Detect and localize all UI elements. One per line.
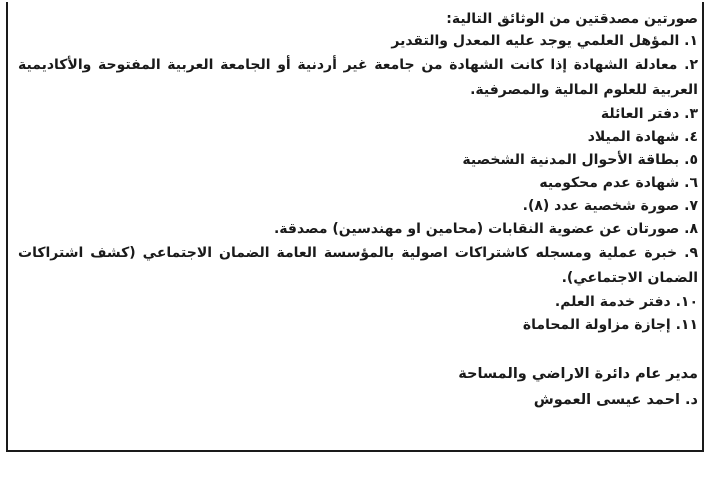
list-item: ٥. بطاقة الأحوال المدنية الشخصية (462, 152, 698, 168)
list-item: ٩. خبرة عملية ومسجله كاشتراكات اصولية بالمؤسسة العامة الضمان الاجتماعي (كشف اشتراكات الضمان الاجتماعي). (18, 245, 698, 286)
signature-title: مدير عام دائرة الاراضي والمساحة (458, 366, 698, 382)
list-item: ١٠. دفتر خدمة العلم. (554, 294, 698, 310)
spacer (18, 337, 698, 361)
list-item: ٢. معادلة الشهادة إذا كانت الشهادة من جامعة غير أردنية أو الجامعة العربية المفتوحة والأكاديمية العربية للعلوم المالية والمصرفية. (18, 57, 698, 98)
signature-name: د. احمد عيسى العموش (533, 392, 698, 408)
list-item: ٧. صورة شخصية عدد (٨). (522, 198, 698, 214)
list-item: ١. المؤهل العلمي يوجد عليه المعدل والتقدير (391, 33, 698, 49)
document-body (18, 8, 698, 413)
list-item: ٤. شهادة الميلاد (587, 129, 698, 145)
list-item: ٣. دفتر العائلة (600, 106, 698, 122)
list-item: ١١. إجازة مزاولة المحاماة (522, 317, 698, 333)
list-item: ٦. شهادة عدم محكوميه (539, 175, 698, 191)
intro-text: صورتين مصدقتين من الوثائق التالية: (446, 11, 698, 27)
list-item: ٨. صورتان عن عضوية النقابات (محامين او مهندسين) مصدقة. (273, 221, 698, 237)
